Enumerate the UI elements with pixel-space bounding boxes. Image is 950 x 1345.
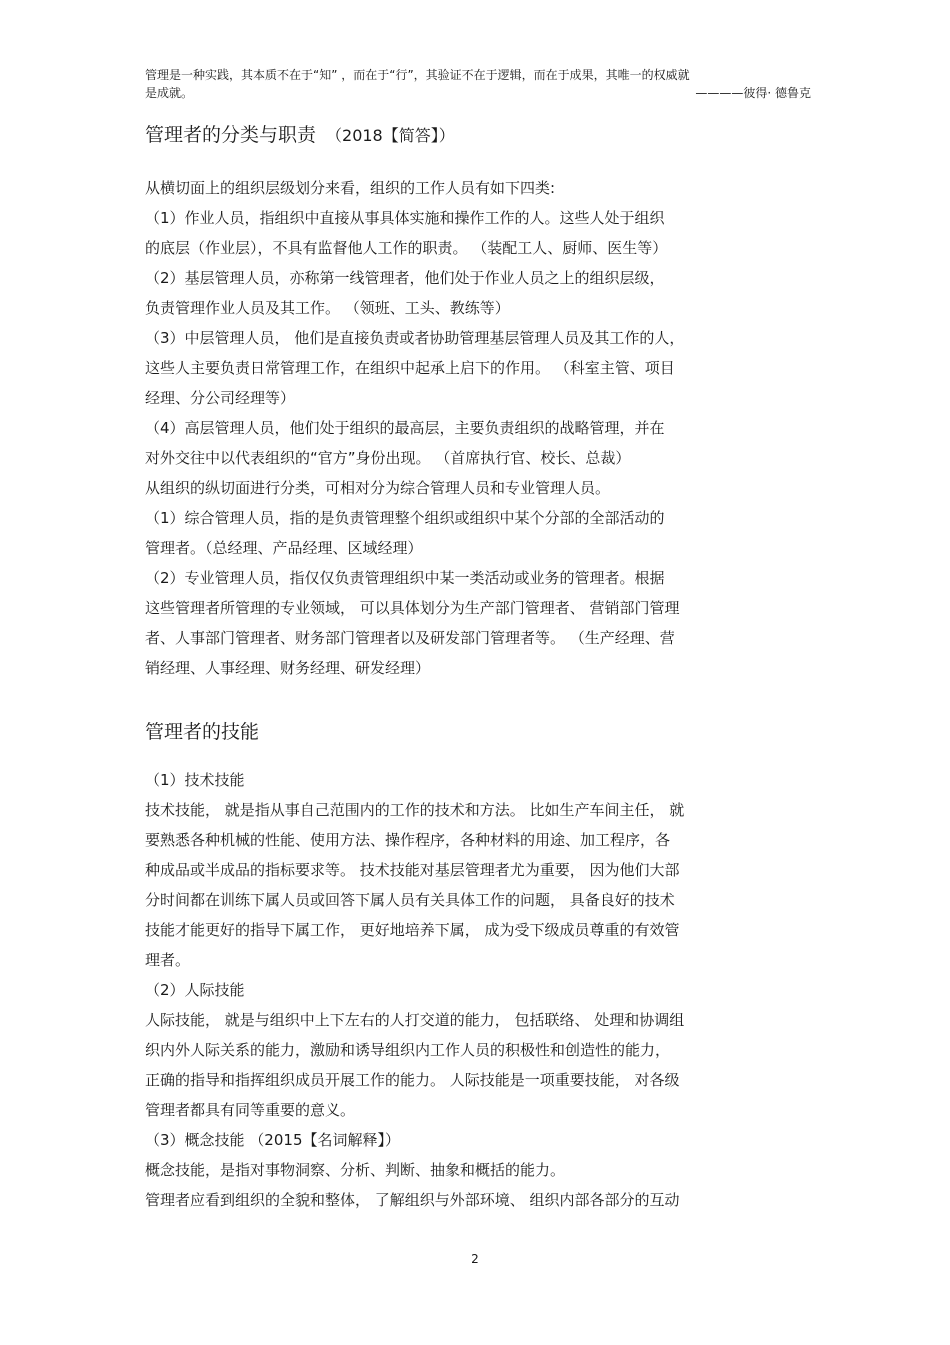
text-line: 这些管理者所管理的专业领域， 可以具体划分为生产部门管理者、 营销部门管理 <box>145 599 680 617</box>
quote-last-row <box>145 84 815 102</box>
text-line: （2）人际技能 <box>145 981 245 999</box>
quote-attribution: ————彼得· 德鲁克 <box>695 86 811 100</box>
exam-tag: （2018【简答】） <box>326 126 455 145</box>
text-line: 对外交往中以代表组织的“官方”身份出现。 （首席执行官、校长、总裁） <box>145 449 631 467</box>
section-body-skills <box>145 765 815 1215</box>
text-line: 负责管理作业人员及其工作。 （领班、工头、教练等） <box>145 299 510 317</box>
text-line: 管理者。（总经理、产品经理、区域经理） <box>145 539 423 557</box>
quote-line: 管理是一种实践，其本质不在于“知” ，而在于“行”，其验证不在于逻辑，而在于成果，其唯一的权威就 <box>145 68 690 82</box>
page-number: 2 <box>471 1252 479 1266</box>
text-line: 概念技能，是指对事物洞察、分析、判断、抽象和概括的能力。 <box>145 1161 566 1179</box>
text-line: 要熟悉各种机械的性能、使用方法、操作程序，各种材料的用途、加工程序，各 <box>145 831 671 849</box>
text-line: 管理者都具有同等重要的意义。 <box>145 1101 356 1119</box>
text-line: 经理、分公司经理等） <box>145 389 296 407</box>
text-line: （1）综合管理人员，指的是负责管理整个组织或组织中某个分部的全部活动的 <box>145 509 665 527</box>
text-line: 织内外人际关系的能力，激励和诱导组织内工作人员的积极性和创造性的能力， <box>145 1041 671 1059</box>
section-title: 管理者的分类与职责 <box>145 124 317 146</box>
text-line: （2）基层管理人员，亦称第一线管理者，他们处于作业人员之上的组织层级， <box>145 269 665 287</box>
text-line: 技术技能， 就是指从事自己范围内的工作的技术和方法。 比如生产车间主任， 就 <box>145 801 685 819</box>
text-line: 的底层（作业层），不具有监督他人工作的职责。 （装配工人、厨师、医生等） <box>145 239 668 257</box>
text-line: 正确的指导和指挥组织成员开展工作的能力。 人际技能是一项重要技能， 对各级 <box>145 1071 680 1089</box>
text-line: 管理者应看到组织的全貌和整体， 了解组织与外部环境、 组织内部各部分的互动 <box>145 1191 680 1209</box>
text-line: 理者。 <box>145 951 191 969</box>
text-line: （1）技术技能 <box>145 771 245 789</box>
epigraph-quote <box>145 66 815 102</box>
text-line: 从组织的纵切面进行分类，可相对分为综合管理人员和专业管理人员。 <box>145 479 611 497</box>
text-line: （3）概念技能 （2015【名词解释】） <box>145 1131 400 1149</box>
section-title: 管理者的技能 <box>145 721 260 743</box>
text-line: （3）中层管理人员， 他们是直接负责或者协助管理基层管理人员及其工作的人， <box>145 329 685 347</box>
page-content <box>145 66 815 1215</box>
text-line: 这些人主要负责日常管理工作，在组织中起承上启下的作用。 （科室主管、项目 <box>145 359 675 377</box>
text-line: 销经理、人事经理、财务经理、研发经理） <box>145 659 431 677</box>
quote-line: 是成就。 <box>145 86 194 100</box>
text-line: 人际技能， 就是与组织中上下左右的人打交道的能力， 包括联络、 处理和协调组 <box>145 1011 685 1029</box>
text-line: 种成品或半成品的指标要求等。 技术技能对基层管理者尤为重要， 因为他们大部 <box>145 861 680 879</box>
text-line: 者、人事部门管理者、财务部门管理者以及研发部门管理者等。 （生产经理、营 <box>145 629 675 647</box>
section-heading-classification <box>145 120 815 151</box>
text-line: （2）专业管理人员，指仅仅负责管理组织中某一类活动或业务的管理者。根据 <box>145 569 665 587</box>
text-line: （4）高层管理人员，他们处于组织的最高层，主要负责组织的战略管理，并在 <box>145 419 665 437</box>
section-heading-skills <box>145 717 815 747</box>
text-line: 分时间都在训练下属人员或回答下属人员有关具体工作的问题， 具备良好的技术 <box>145 891 675 909</box>
text-line: 从横切面上的组织层级划分来看，组织的工作人员有如下四类: <box>145 179 556 197</box>
section-body-classification <box>145 173 815 683</box>
text-line: 技能才能更好的指导下属工作， 更好地培养下属， 成为受下级成员尊重的有效管 <box>145 921 680 939</box>
text-line: （1）作业人员，指组织中直接从事具体实施和操作工作的人。这些人处于组织 <box>145 209 665 227</box>
